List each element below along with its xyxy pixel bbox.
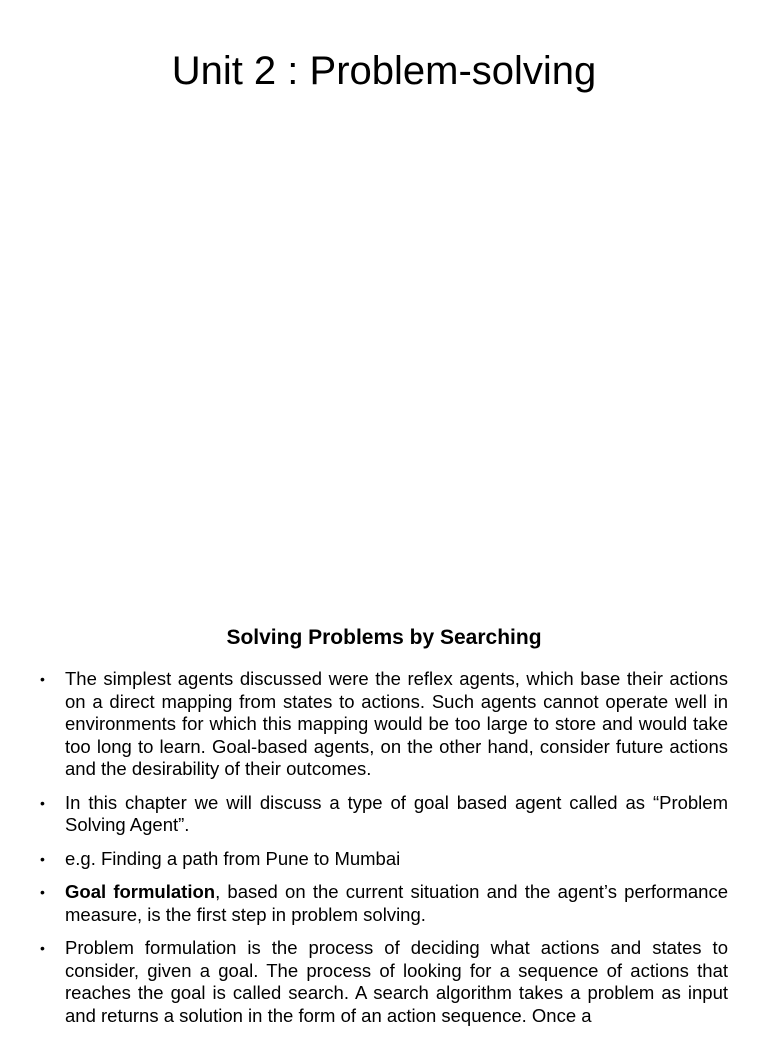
bullet-bold-term: Goal formulation [65, 881, 216, 902]
bullet-item-problem-solving-agent [0, 792, 768, 837]
bullet-icon: • [40, 671, 45, 687]
bullet-text: The simplest agents discussed were the reflex agents, which base their actions on a direct mapping from states to actions. Such agents cannot operate well in environments for which this mapping would be too large to store and would take too long to learn. Goal-based agents, on the other hand, consider future actions and the desirability of their outcomes. [65, 668, 728, 779]
bullet-item-example [0, 848, 768, 871]
bullet-text: Problem formulation is the process of deciding what actions and states to consider, given a goal. The process of looking for a sequence of actions that reaches the goal is called search. A search algorithm takes a problem as input and returns a solution in the form of an action sequence. Once a [65, 937, 728, 1026]
bullet-text: In this chapter we will discuss a type of goal based agent called as “Problem Solving Agent”. [65, 791, 728, 835]
bullet-icon: • [40, 850, 45, 867]
bullet-icon: • [40, 884, 45, 900]
bullet-icon: • [40, 940, 45, 956]
slide-title: Unit 2 : Problem-solving [171, 49, 597, 93]
section-heading: Solving Problems by Searching [226, 626, 542, 649]
bullet-list [0, 668, 768, 1038]
bullet-item-problem-formulation [0, 937, 768, 1027]
bullet-item-goal-formulation [0, 881, 768, 926]
bullet-text: , based on the current situation and the agent’s performance measure, is the first step in problem solving. [65, 881, 729, 925]
bullet-text: e.g. Finding a path from Pune to Mumbai [65, 847, 401, 869]
bullet-item-reflex-agents [0, 668, 768, 781]
bullet-icon: • [40, 794, 45, 811]
